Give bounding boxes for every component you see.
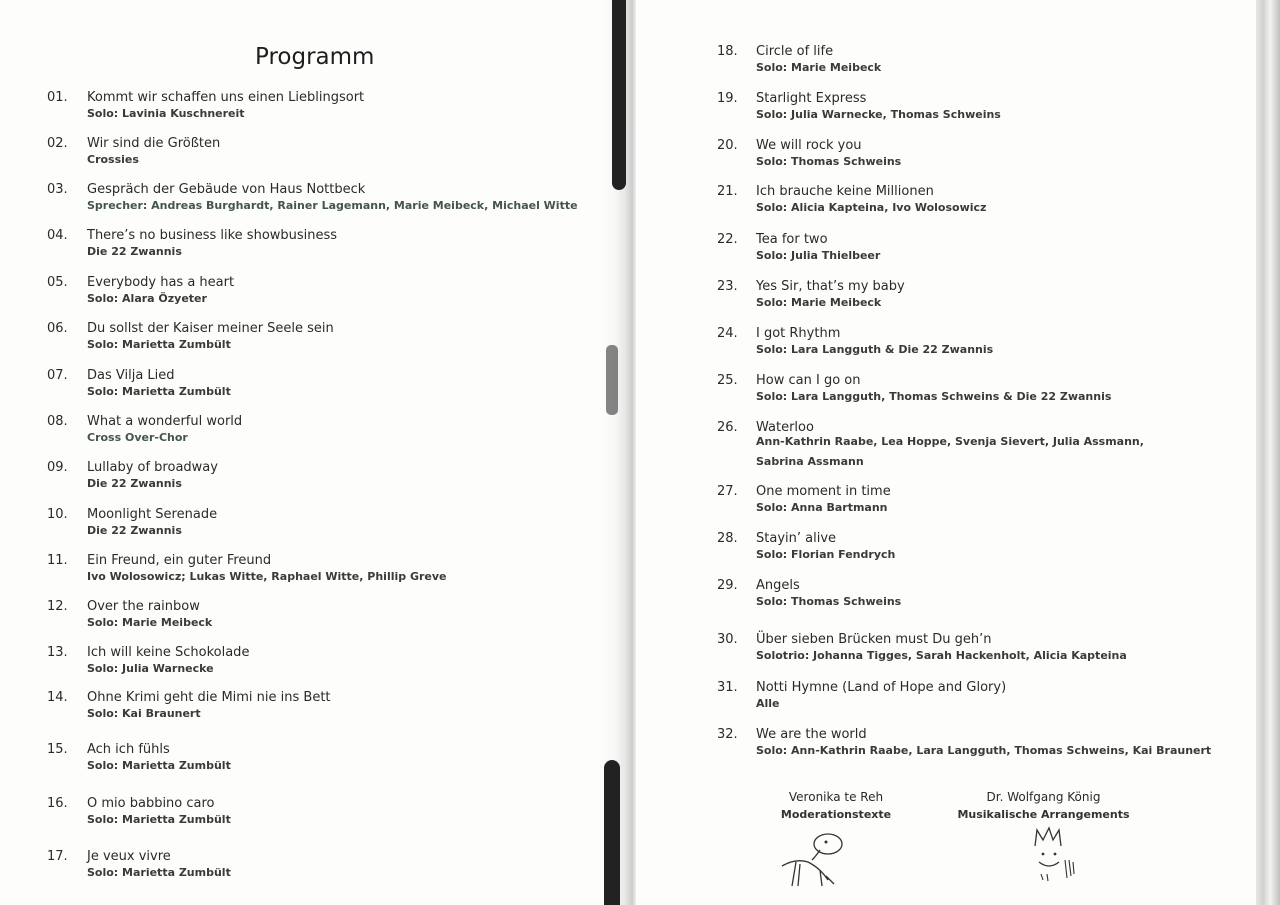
song-title: Ich will keine Schokolade — [87, 645, 250, 660]
item-number: 24. — [717, 326, 738, 341]
song-title: Je veux vivre — [87, 849, 171, 864]
song-title: Everybody has a heart — [87, 275, 235, 290]
song-title: How can I go on — [756, 373, 861, 388]
song-title: Starlight Express — [756, 91, 867, 106]
item-number: 25. — [717, 373, 738, 388]
song-title: Lullaby of broadway — [87, 460, 218, 475]
credit-moderation — [766, 790, 906, 821]
performer: Solo: Alara Özyeter — [87, 292, 207, 305]
page-edge — [1256, 0, 1280, 905]
item-number: 02. — [47, 136, 68, 151]
song-title: We will rock you — [756, 138, 862, 153]
song-title: Notti Hymne (Land of Hope and Glory) — [756, 680, 1007, 695]
song-title: Ohne Krimi geht die Mimi nie ins Bett — [87, 690, 331, 705]
item-number: 27. — [717, 484, 738, 499]
song-title: Angels — [756, 578, 800, 593]
song-title: Über sieben Brücken must Du geh’n — [756, 632, 992, 647]
performer: Die 22 Zwannis — [87, 477, 182, 490]
performer: Solo: Thomas Schweins — [756, 155, 902, 168]
performer: Solo: Lavinia Kuschnereit — [87, 107, 245, 120]
item-number: 07. — [47, 368, 68, 383]
item-number: 26. — [717, 420, 738, 435]
performer: Die 22 Zwannis — [87, 245, 182, 258]
performer: Solo: Marietta Zumbült — [87, 385, 231, 398]
performer: Solo: Alicia Kapteina, Ivo Wolosowicz — [756, 201, 987, 214]
song-title: Stayin’ alive — [756, 531, 837, 546]
song-title: Ach ich fühls — [87, 742, 170, 757]
song-title: Ich brauche keine Millionen — [756, 184, 934, 199]
item-number: 08. — [47, 414, 68, 429]
item-number: 21. — [717, 184, 738, 199]
song-title: Yes Sir, that’s my baby — [756, 279, 905, 294]
performer: Solo: Lara Langguth, Thomas Schweins & Die 22 Zwannis — [756, 390, 1112, 403]
song-title: Das Vilja Lied — [87, 368, 175, 383]
performer: Solo: Julia Thielbeer — [756, 249, 881, 262]
item-number: 16. — [47, 796, 68, 811]
item-number: 20. — [717, 138, 738, 153]
performer: Solo: Marie Meibeck — [756, 296, 882, 309]
performer: Solo: Thomas Schweins — [756, 595, 902, 608]
item-number: 14. — [47, 690, 68, 705]
right-page — [636, 0, 1256, 905]
song-title: O mio babbino caro — [87, 796, 215, 811]
performer: Crossies — [87, 153, 139, 166]
item-number: 13. — [47, 645, 68, 660]
item-number: 15. — [47, 742, 68, 757]
moderator-doodle-icon — [776, 828, 856, 890]
song-title: Moonlight Serenade — [87, 507, 218, 522]
credit-arrangements — [956, 790, 1131, 821]
item-number: 04. — [47, 228, 68, 243]
song-title: Gespräch der Gebäude von Haus Nottbeck — [87, 182, 366, 197]
performer: Solo: Marietta Zumbült — [87, 338, 231, 351]
item-number: 23. — [717, 279, 738, 294]
performer: Solo: Florian Fendrych — [756, 548, 896, 561]
item-number: 32. — [717, 727, 738, 742]
song-title: I got Rhythm — [756, 326, 841, 341]
item-number: 06. — [47, 321, 68, 336]
performer: Solo: Ann-Kathrin Raabe, Lara Langguth, Thomas Schweins, Kai Braunert — [756, 744, 1212, 757]
performer: Solo: Marietta Zumbült — [87, 759, 231, 772]
item-number: 18. — [717, 44, 738, 59]
item-number: 05. — [47, 275, 68, 290]
item-number: 17. — [47, 849, 68, 864]
left-page — [0, 0, 632, 905]
performer: Solo: Marie Meibeck — [87, 616, 213, 629]
item-number: 30. — [717, 632, 738, 647]
song-title: There’s no business like showbusiness — [87, 228, 338, 243]
fold-mark-top — [612, 0, 626, 190]
performer: Solo: Julia Warnecke — [87, 662, 214, 675]
credit-name: Veronika te Reh — [788, 790, 884, 804]
credit-name: Dr. Wolfgang König — [986, 790, 1101, 804]
item-number: 28. — [717, 531, 738, 546]
page-title: Programm — [255, 44, 375, 70]
song-title: Ein Freund, ein guter Freund — [87, 553, 272, 568]
item-number: 03. — [47, 182, 68, 197]
item-number: 09. — [47, 460, 68, 475]
fold-mark-middle — [606, 345, 618, 415]
performer: Solo: Marietta Zumbült — [87, 866, 231, 879]
item-number: 12. — [47, 599, 68, 614]
song-title: Du sollst der Kaiser meiner Seele sein — [87, 321, 334, 336]
fold-mark-bottom — [604, 760, 620, 905]
item-number: 22. — [717, 232, 738, 247]
credit-role: Musikalische Arrangements — [957, 808, 1130, 821]
song-title: Wir sind die Größten — [87, 136, 221, 151]
performer: Alle — [756, 697, 780, 710]
item-number: 29. — [717, 578, 738, 593]
item-number: 31. — [717, 680, 738, 695]
performer: Ivo Wolosowicz; Lukas Witte, Raphael Witte, Phillip Greve — [87, 570, 447, 583]
performer: Die 22 Zwannis — [87, 524, 182, 537]
song-title: Tea for two — [756, 232, 828, 247]
item-number: 11. — [47, 553, 68, 568]
performer: Solotrio: Johanna Tigges, Sarah Hackenholt, Alicia Kapteina — [756, 649, 1127, 662]
performer: Solo: Anna Bartmann — [756, 501, 888, 514]
song-title: What a wonderful world — [87, 414, 243, 429]
arranger-doodle-icon — [1021, 824, 1091, 884]
song-title: Circle of life — [756, 44, 834, 59]
item-number: 19. — [717, 91, 738, 106]
performer: Solo: Lara Langguth & Die 22 Zwannis — [756, 343, 994, 356]
performer: Solo: Julia Warnecke, Thomas Schweins — [756, 108, 1001, 121]
song-title: Over the rainbow — [87, 599, 200, 614]
performer: Cross Over-Chor — [87, 431, 188, 444]
item-number: 01. — [47, 90, 68, 105]
performer: Ann-Kathrin Raabe, Lea Hoppe, Svenja Sievert, Julia Assmann, Sabrina Assmann — [756, 435, 1144, 468]
performer: Solo: Kai Braunert — [87, 707, 201, 720]
song-title: Waterloo — [756, 420, 814, 435]
song-title: One moment in time — [756, 484, 891, 499]
performer: Sprecher: Andreas Burghardt, Rainer Lagemann, Marie Meibeck, Michael Witte — [87, 199, 578, 212]
song-title: We are the world — [756, 727, 867, 742]
performer: Solo: Marie Meibeck — [756, 61, 882, 74]
song-title: Kommt wir schaffen uns einen Lieblingsort — [87, 90, 365, 105]
performer: Solo: Marietta Zumbült — [87, 813, 231, 826]
item-number: 10. — [47, 507, 68, 522]
credit-role: Moderationstexte — [780, 808, 892, 821]
